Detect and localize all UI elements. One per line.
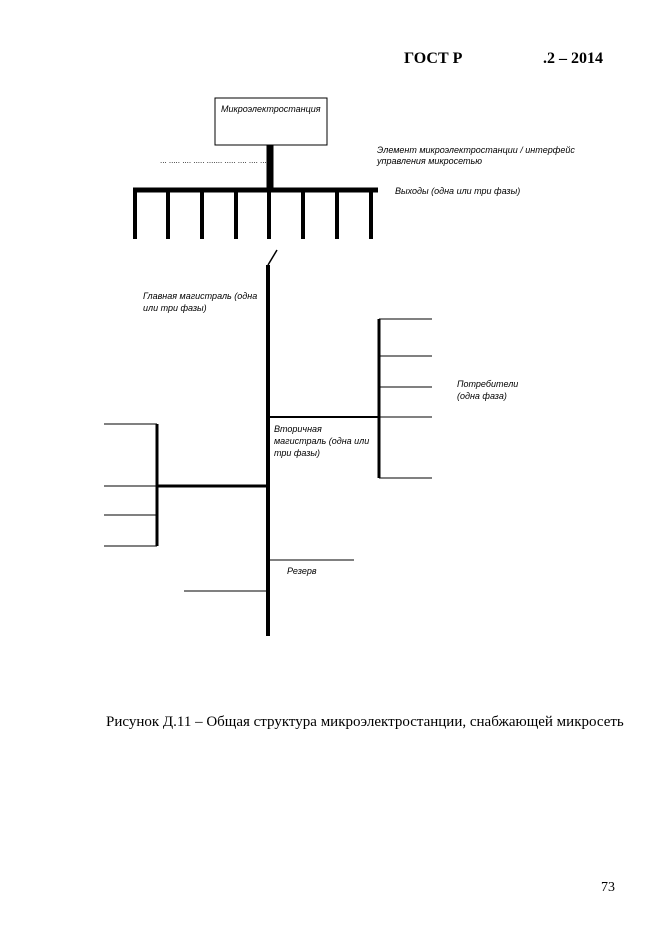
secondary-label-line1: Вторичная xyxy=(274,424,322,434)
station-box-label: Микроэлектростанция xyxy=(221,104,321,114)
interface-label-line2: управления микросетью xyxy=(377,156,483,166)
secondary-label-line3: три фазы) xyxy=(274,448,321,458)
outputs-label: Выходы (одна или три фазы) xyxy=(395,186,521,196)
consumers-label-line2: (одна фаза) xyxy=(457,391,507,401)
page-number: 73 xyxy=(601,880,615,895)
interface-label-line1: Элемент микроэлектростанции / интерфейс xyxy=(377,145,575,155)
standard-number: .2 – 2014 xyxy=(543,50,603,67)
main-line-label-line2: или три фазы) xyxy=(143,303,207,313)
standard-label: ГОСТ Р xyxy=(404,50,463,67)
reserve-label: Резерв xyxy=(287,566,317,576)
main-switch xyxy=(268,250,277,265)
consumers-label-line1: Потребители xyxy=(457,379,519,389)
main-line-label-line1: Главная магистраль (одна xyxy=(143,291,258,301)
interface-dots: ... ..... .... ..... ....... ..... .... .... .... xyxy=(160,156,269,165)
secondary-label-line2: магистраль (одна или xyxy=(274,436,370,446)
figure-caption: Рисунок Д.11 – Общая структура микроэлектростанции, снабжающей микросеть xyxy=(106,714,624,730)
